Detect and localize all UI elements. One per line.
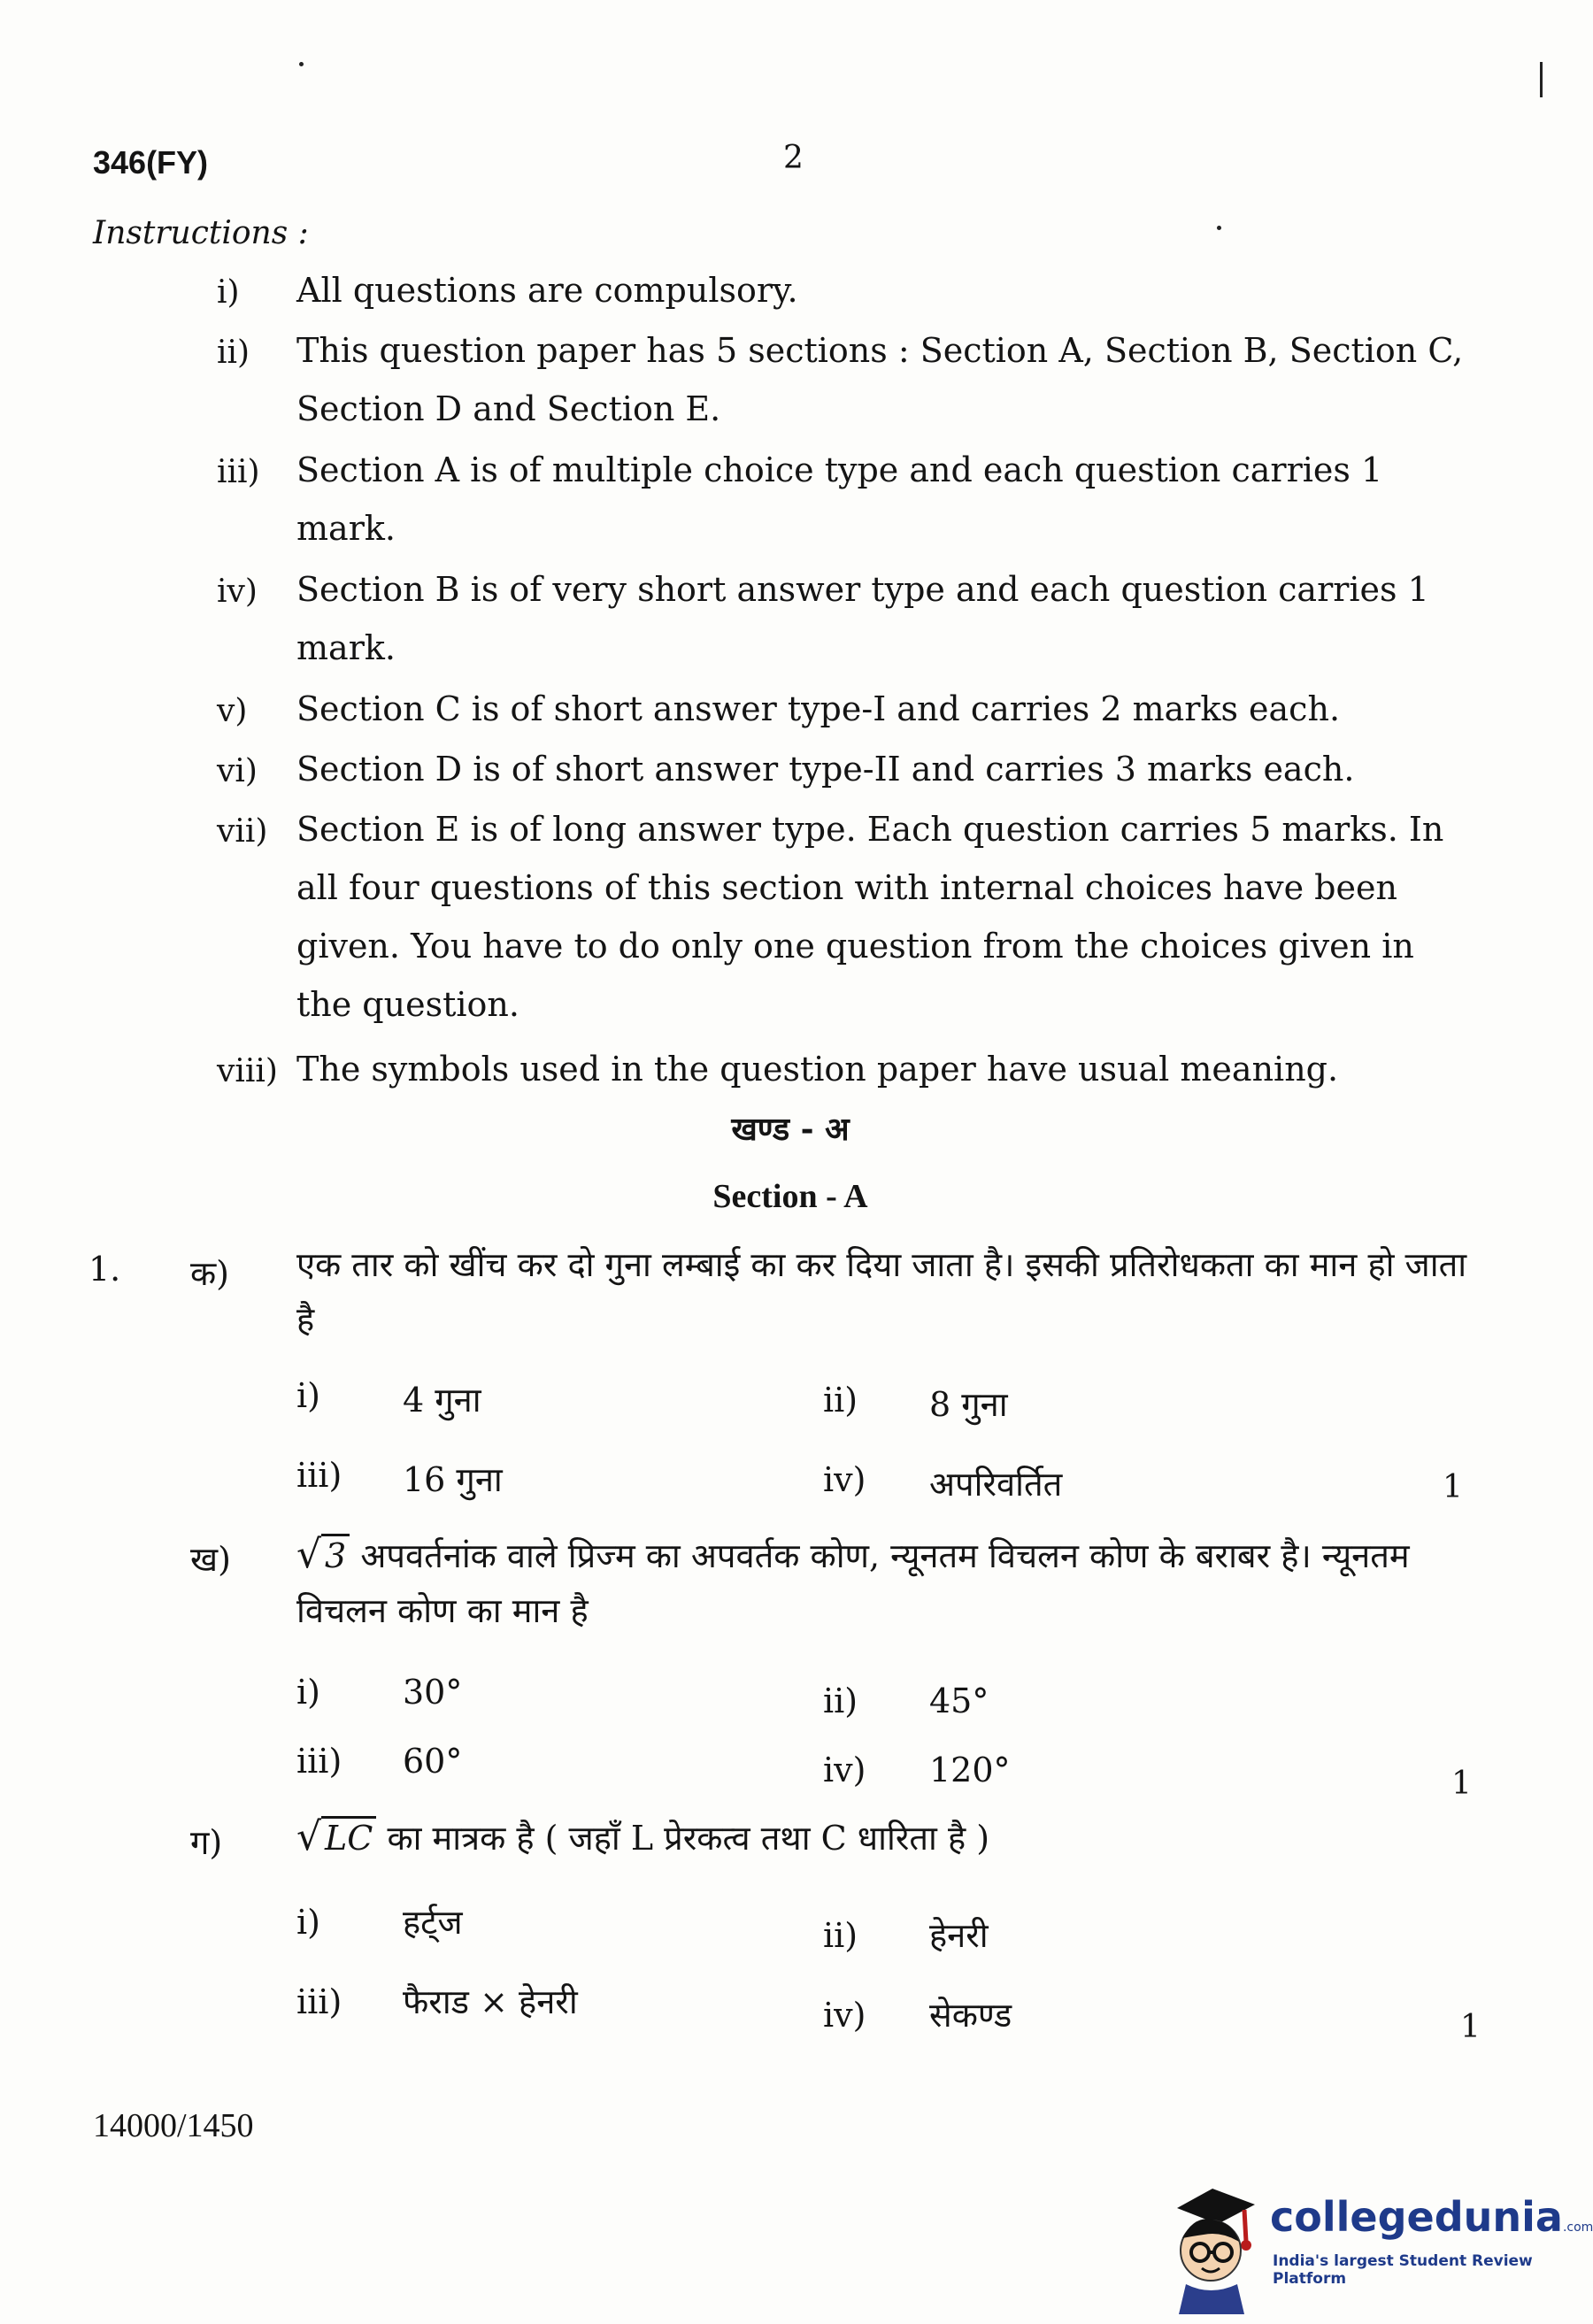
question-text-container	[296, 1810, 1482, 1866]
instruction-text: This question paper has 5 sections : Section A, Section B, Section C, Section D and Section E.	[296, 331, 1464, 428]
instruction-text: All questions are compulsory.	[296, 271, 798, 310]
sqrt-operand: 3	[321, 1534, 350, 1575]
speck	[1217, 226, 1221, 230]
brand-name: collegedunia.com	[1270, 2193, 1593, 2241]
sqrt-expression: √ 3	[296, 1528, 350, 1583]
instruction-num: viii)	[217, 1053, 278, 1089]
option-text: 30°	[403, 1673, 463, 1712]
option-text: सेकण्ड	[929, 1996, 1012, 2035]
instruction-text: Section C is of short answer type-I and carries 2 marks each.	[296, 689, 1341, 728]
option-text: फैराड × हेनरी	[403, 1982, 578, 2021]
instruction-num: iv)	[217, 573, 258, 610]
page-edge-mark	[1540, 62, 1543, 97]
instructions-heading: Instructions :	[93, 215, 309, 251]
option-text: 60°	[403, 1742, 463, 1781]
instruction-num: iii)	[217, 454, 260, 490]
option-num: iii)	[296, 1456, 342, 1495]
speck	[299, 62, 304, 66]
option-text: हेनरी	[929, 1916, 989, 1955]
question-text: एक तार को खींच कर दो गुना लम्बाई का कर दिया जाता है। इसकी प्रतिरोधकता का मान हो जाता है	[296, 1245, 1467, 1339]
section-heading-english: Section - A	[712, 1178, 868, 1215]
option-text: 120°	[929, 1751, 1011, 1789]
footer-code: 14000/1450	[93, 2107, 254, 2144]
option-num: iv)	[823, 1460, 866, 1499]
option-num: iii)	[296, 1742, 342, 1781]
part-label: क)	[190, 1254, 230, 1293]
student-mascot-icon	[1159, 2173, 1266, 2314]
marks: 1	[1451, 1766, 1472, 1802]
instruction-num: v)	[217, 693, 248, 729]
instruction-text: The symbols used in the question paper have usual meaning.	[296, 1050, 1339, 1089]
option-text: 4 गुना	[403, 1381, 481, 1420]
instruction-num: vi)	[217, 753, 258, 789]
option-num: i)	[296, 1376, 320, 1415]
question-text-container	[296, 1528, 1482, 1638]
option-num: ii)	[823, 1381, 858, 1420]
instruction-num: vii)	[217, 813, 268, 850]
instruction-text: Section E is of long answer type. Each question carries 5 marks. In all four questions of this section with internal choices have been given. You have to do only one question from the choices given in the question.	[296, 810, 1444, 1024]
question-text: का मात्रक है ( जहाँ L प्रेरकत्व तथा C धारिता है )	[387, 1819, 990, 1858]
option-num: iii)	[296, 1982, 342, 2021]
option-num: iv)	[823, 1996, 866, 2035]
brand-tagline: India's largest Student Review Platform	[1273, 2252, 1533, 2288]
option-text: अपरिवर्तित	[929, 1465, 1063, 1504]
option-text: 45°	[929, 1681, 989, 1720]
question-text: अपवर्तनांक वाले प्रिज्म का अपवर्तक कोण, न्यूनतम विचलन कोण के बराबर है। न्यूनतम विचलन कोण का मान है	[296, 1536, 1410, 1630]
instruction-text: Section B is of very short answer type and each question carries 1 mark.	[296, 570, 1429, 667]
option-num: ii)	[823, 1916, 858, 1955]
option-num: i)	[296, 1673, 320, 1712]
option-num: ii)	[823, 1681, 858, 1720]
paper-code: 346(FY)	[93, 144, 209, 181]
instruction-num: ii)	[217, 335, 250, 371]
sqrt-operand: LC	[321, 1816, 376, 1858]
marks: 1	[1443, 1469, 1463, 1505]
section-heading-hindi: खण्ड - अ	[731, 1111, 850, 1148]
page-number: 2	[783, 140, 804, 176]
instruction-text: Section D is of short answer type-II and carries 3 marks each.	[296, 750, 1355, 789]
option-text: 8 गुना	[929, 1385, 1008, 1424]
part-label: ग)	[190, 1823, 223, 1862]
option-text: हर्ट्ज	[403, 1903, 463, 1942]
option-text: 16 गुना	[403, 1460, 503, 1499]
brand-suffix: .com	[1562, 2220, 1593, 2235]
marks: 1	[1460, 2009, 1481, 2045]
part-label: ख)	[190, 1540, 231, 1579]
instruction-num: i)	[217, 274, 240, 311]
sqrt-expression: √ LC	[296, 1810, 376, 1866]
instruction-text: Section A is of multiple choice type and each question carries 1 mark.	[296, 450, 1383, 548]
option-num: i)	[296, 1903, 320, 1942]
option-num: iv)	[823, 1751, 866, 1789]
question-number: 1.	[88, 1250, 121, 1289]
